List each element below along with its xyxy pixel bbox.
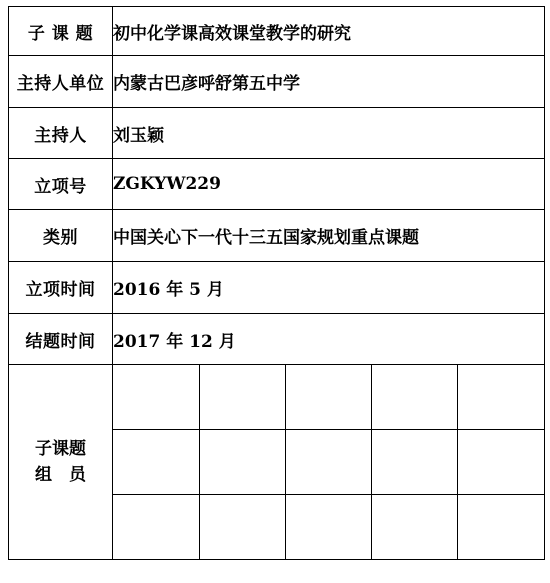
member-cell xyxy=(372,430,458,495)
member-cell xyxy=(372,365,458,430)
member-cell xyxy=(372,495,458,560)
approval-date-label: 立项时间 xyxy=(9,262,113,314)
members-grid-row xyxy=(113,430,544,495)
member-cell xyxy=(458,365,544,430)
member-cell xyxy=(458,430,544,495)
members-grid-row xyxy=(113,495,544,560)
row-host xyxy=(9,108,545,159)
row-subproject xyxy=(9,7,545,56)
members-label-line2: 组 员 xyxy=(35,465,86,485)
member-cell xyxy=(113,430,199,495)
member-cell xyxy=(113,365,199,430)
category-value: 中国关心下一代十三五国家规划重点课题 xyxy=(113,210,545,262)
project-number-label: 立项号 xyxy=(9,159,113,210)
row-completion-date xyxy=(9,314,545,365)
row-category xyxy=(9,210,545,262)
host-unit-value: 内蒙古巴彦呼舒第五中学 xyxy=(113,56,545,108)
members-label-line1: 子课题 xyxy=(35,439,86,459)
member-cell xyxy=(285,430,371,495)
completion-date-label: 结题时间 xyxy=(9,314,113,365)
host-label: 主持人 xyxy=(9,108,113,159)
subproject-value: 初中化学课高效课堂教学的研究 xyxy=(113,7,545,56)
completion-date-value: 2017 年 12 月 xyxy=(113,314,545,365)
subproject-label: 子 课 题 xyxy=(9,7,113,56)
row-approval-date xyxy=(9,262,545,314)
members-label xyxy=(9,365,113,560)
row-host-unit xyxy=(9,56,545,108)
member-cell xyxy=(285,495,371,560)
members-grid-cell xyxy=(113,365,545,560)
row-project-number xyxy=(9,159,545,210)
member-cell xyxy=(113,495,199,560)
member-cell xyxy=(199,430,285,495)
member-cell xyxy=(458,495,544,560)
member-cell xyxy=(199,495,285,560)
member-cell xyxy=(199,365,285,430)
members-grid xyxy=(113,365,544,559)
row-members xyxy=(9,365,545,560)
member-cell xyxy=(285,365,371,430)
host-unit-label: 主持人单位 xyxy=(9,56,113,108)
host-value: 刘玉颖 xyxy=(113,108,545,159)
category-label: 类别 xyxy=(9,210,113,262)
approval-date-value: 2016 年 5 月 xyxy=(113,262,545,314)
members-grid-row xyxy=(113,365,544,430)
project-info-table xyxy=(8,6,545,560)
project-number-value: ZGKYW229 xyxy=(113,159,545,210)
